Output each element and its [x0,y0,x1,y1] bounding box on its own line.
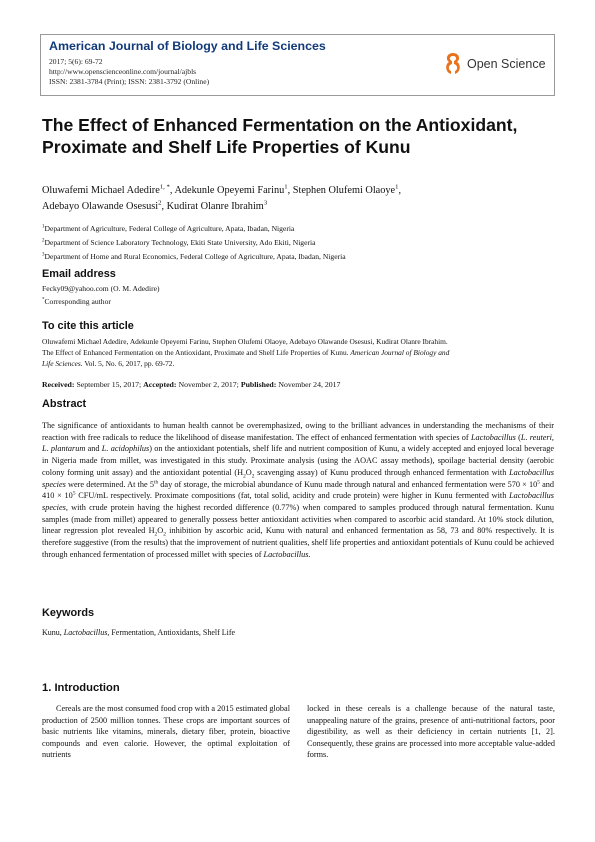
received-label: Received: [42,380,75,389]
abstract-heading: Abstract [42,398,87,410]
abstract-subscript: 2 [251,473,255,480]
note-text: Corresponding author [44,297,111,306]
abstract-italic: L. acidophilus [101,444,150,454]
abstract-fragment: and [85,444,102,454]
email-address[interactable]: Fecky09@yahoo.com (O. M. Adedire) [42,284,160,293]
abstract-italic: L. reuteri, L. plantarum [42,432,554,454]
abstract-fragment: and 410 × 10 [42,479,555,501]
citation-authors: Oluwafemi Michael Adedire, Adekunle Opeyemi Farinu, Stephen Olufemi Olaoye, Adebayo Olawande Osesusi, Kudirat Olanre Ibrahim. [42,337,448,346]
author-separator: , [161,201,167,212]
cite-heading: To cite this article [42,320,134,332]
abstract-fragment: The significance of antioxidants to human health cannot be overemphasized, owing to the brilliant advances in understanding the mechanisms of their reaction with free radicals to reduce the likelihood of disease manifestation. The effect of enhanced fermentation with species of [42,421,554,442]
author-affiliation-mark: 3 [263,199,268,207]
journal-issn: ISSN: 2381-3784 (Print); ISSN: 2381-3792 (Online) [49,77,210,86]
email-heading: Email address [42,268,116,280]
open-science-logo-icon [443,51,463,77]
abstract-superscript: th [153,478,159,485]
article-title: The Effect of Enhanced Fermentation on the Antioxidant, Proximate and Shelf Life Properties of Kunu [42,115,518,157]
abstract-fragment: were determined. At the 5 [65,479,154,489]
author-list [42,183,557,215]
abstract-italic: Lactobacillus. [263,549,311,559]
abstract-subscript: 2 [243,473,246,480]
journal-name: American Journal of Biology and Life Sciences [49,39,326,53]
abstract-superscript: 5 [537,478,540,485]
author-affiliation-mark: 1 [395,183,399,191]
intro-column-left [42,703,290,761]
journal-header [40,34,555,96]
affiliation-number: 1 [42,224,45,230]
received-date: September 15, 2017; [76,380,142,389]
article-dates [42,380,340,389]
accepted-date: November 2, 2017; [178,380,239,389]
affiliation-text: Department of Science Laboratory Technology, Ekiti State University, Ado Ekiti, Nigeria [44,238,316,247]
author-affiliation-mark: 2 [158,199,162,207]
author-separator: , [287,185,293,196]
abstract-italic: Lactobacillus [470,432,516,442]
citation-title: The Effect of Enhanced Fermentation on the Antioxidant, Proximate and Shelf Life Properties of Kunu. [42,348,349,357]
keyword: , Fermentation, Antioxidants, Shelf Life [107,628,236,637]
author-affiliation-mark: 1, * [159,183,170,191]
citation [42,336,557,369]
corresponding-note [42,297,111,306]
abstract-body [42,420,554,560]
abstract-fragment: scavenging assay) of Kunu produced through enhanced fermentation with [254,467,510,477]
publisher-logo [443,51,553,77]
intro-paragraph: Cereals are the most consumed food crop with a 2015 estimated global production of 2500 million tonnes. These crops are important sources of basic nutrients like vitamins, minerals, dietary fiber, protein, bioactive compounds and even calorie. However, the optimal exploitation of nutrients [42,704,290,760]
author-name: Adebayo Olawande Osesusi [42,201,159,212]
citation-journal: American Journal of Biology and [350,348,450,357]
keyword: Kunu, [42,628,64,637]
affiliation-number: 2 [42,238,45,244]
affiliation [42,252,346,261]
author-name: Kudirat Olanre Ibrahim [166,201,264,212]
abstract-fragment: with crude protein having the highest recorded difference (0.77%) when compared to samples produced through natural fermentation. Kunu samples (made from millet) appeared to generally possess better antioxidant activities when compared to ascorbic acid standard. At 10% stock dilution, linear regression plot revealed H [42,502,554,536]
journal-url[interactable]: http://www.openscienceonline.com/journal/ajbls [49,67,197,76]
keywords-list [42,628,235,637]
abstract-fragment: day of storage, the microbial abundance of Kunu made through natural and enhanced fermentation were 570 × 10 [158,479,538,489]
abstract-fragment: ) on the antioxidant potentials, shelf life and nutrient composition of Kunu, a widely accepted and enjoyed local beverage in Nigeria made from millet, was investigated in this study. Proximate analysis (using the AOAC assay methods), spoilage bacterial density (aerobic colony forming unit assay) and the antioxidant potential (H [42,444,554,477]
abstract-fragment: CFU/mL respectively. Proximate compositions (fat, total solid, acidity and crude protein) were higher in Kunu fermented with [75,491,510,501]
abstract-fragment: O [245,467,252,477]
abstract-fragment: ( [515,432,521,442]
author-separator: , [398,185,402,196]
abstract-italic: Lactobacillus species, [42,491,555,512]
keyword-italic: Lactobacillus [63,628,108,637]
keywords-heading: Keywords [42,607,95,619]
author-name: Stephen Olufemi Olaoye [292,185,396,196]
note-mark: * [42,297,45,303]
abstract-fragment: O [157,526,164,536]
author-name: Adekunle Opeyemi Farinu [174,185,285,196]
abstract-italic: Lactobacillus species [42,467,554,489]
author-name: Oluwafemi Michael Adedire [42,185,160,196]
abstract-text [42,420,554,560]
affiliation [42,238,315,247]
published-label: Published: [240,380,277,389]
journal-volume: 2017; 5(6): 69-72 [49,57,103,66]
introduction-heading: 1. Introduction [42,682,120,694]
intro-paragraph: locked in these cereals is a challenge because of the natural taste, unappealing nature of the grains, presence of anti-nutritional factors, poor digestibility, as well as their deficiency in certain nutrients [1, 2]. Consequently, these grains are processed into more acceptable value-added forms. [307,704,556,760]
abstract-fragment: inhibition by ascorbic acid, Kunu with natural and enhanced fermentation as 58, 73 and 80% respectively. It is therefore suggestive (from the results) that the improvement of nutrient qualities, shelf life properties and antioxidant potentials of Kunu could be achieved through enhanced fermentation of processed millet with species of [42,526,554,559]
abstract-subscript: 2 [154,531,158,538]
citation-journal-cont: Life Sciences. [42,359,83,368]
abstract-subscript: 2 [163,531,166,538]
publisher-name: Open Science [467,57,546,71]
published-date: November 24, 2017 [278,380,341,389]
affiliation-text: Department of Home and Rural Economics, Federal College of Agriculture, Apata, Ibadan, Nigeria [44,252,346,261]
accepted-label: Accepted: [143,380,177,389]
author-affiliation-mark: 1 [284,183,288,191]
abstract-superscript: 5 [72,490,76,497]
citation-volume: Vol. 5, No. 6, 2017, pp. 69-72. [84,359,175,368]
affiliation-number: 3 [42,252,45,258]
affiliation [42,224,294,233]
author-separator: , [169,185,175,196]
affiliation-text: Department of Agriculture, Federal College of Agriculture, Apata, Ibadan, Nigeria [44,224,295,233]
intro-column-right [307,703,555,761]
